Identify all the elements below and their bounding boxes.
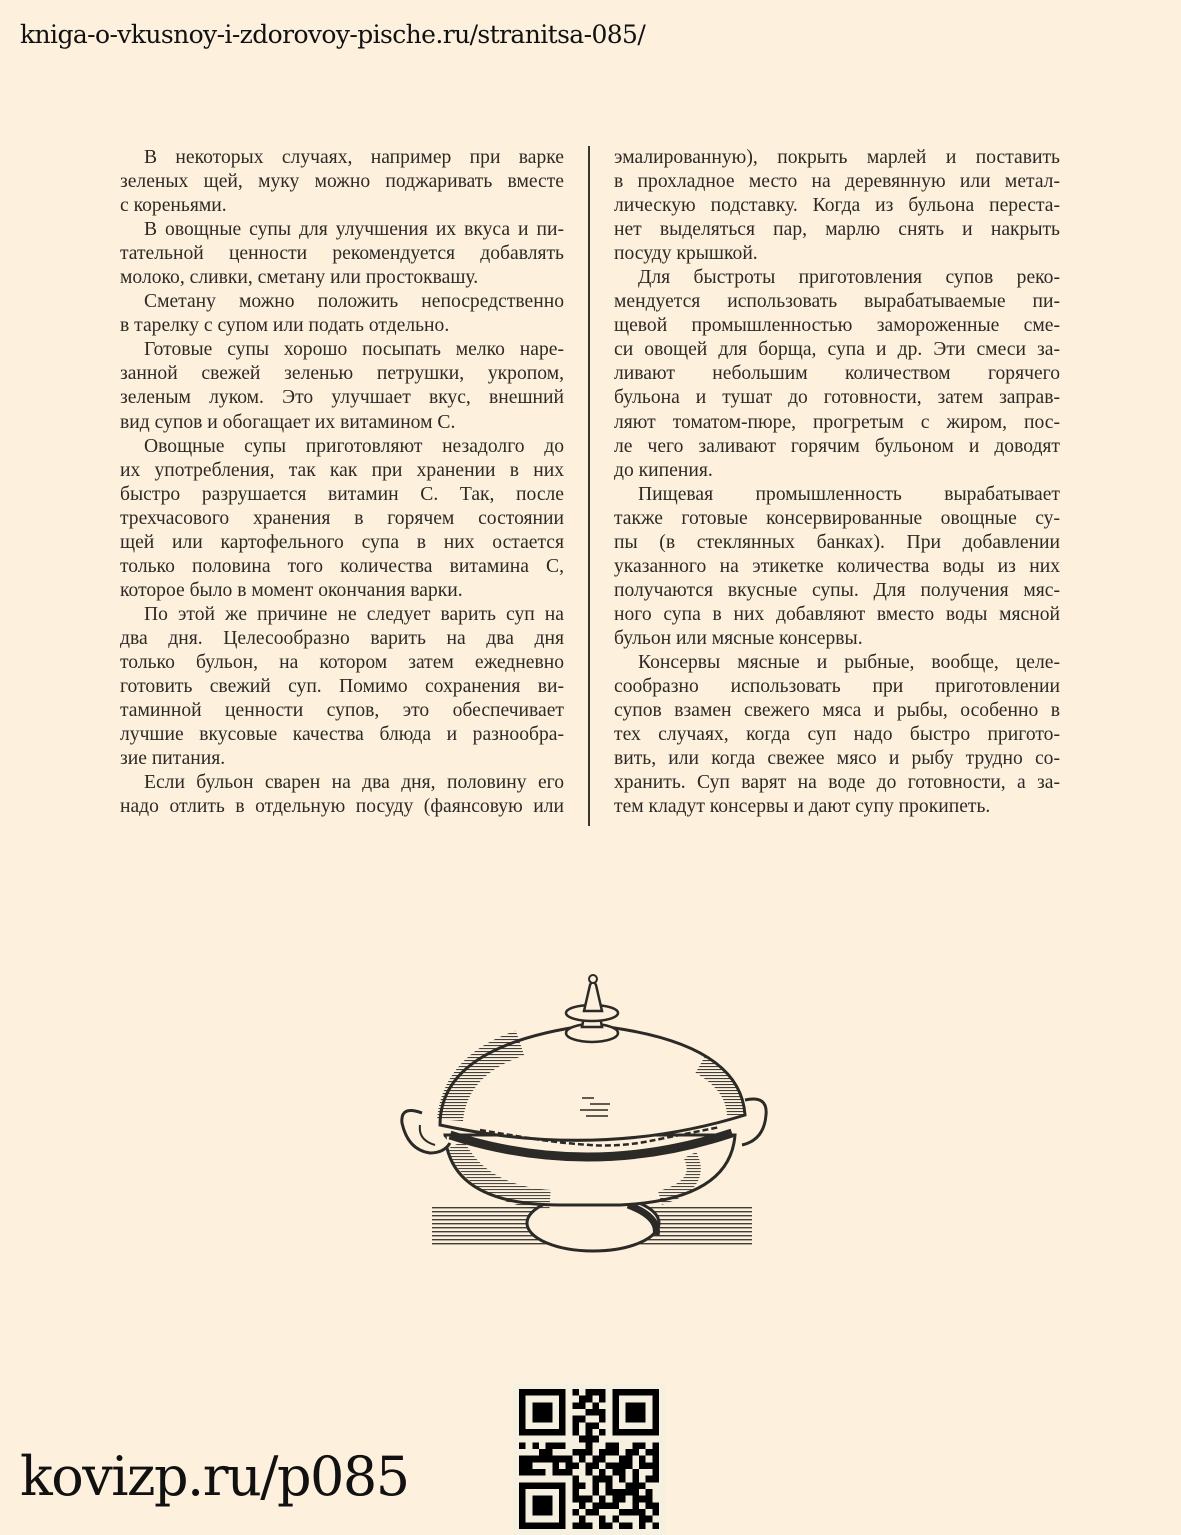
text-line: ле чего заливают горячим бульоном и доводят: [614, 435, 1060, 457]
text-line: ливают небольшим количеством горячего: [614, 363, 1060, 385]
text-column-left: [120, 146, 564, 819]
column-divider: [588, 146, 590, 826]
text-line: мендуется использовать вырабатываемые пи-: [614, 291, 1060, 313]
text-line: лическую подставку. Когда из бульона переста-: [614, 195, 1060, 217]
text-line: нет выделяться пар, марлю снять и накрыть: [614, 219, 1060, 241]
text-line: щевой промышленностью замороженные сме-: [614, 315, 1060, 337]
text-line: ляют томатом-пюре, прогретым с жиром, пос-: [614, 411, 1060, 433]
text-line: пы (в стеклянных банках). При добавлении: [614, 531, 1060, 553]
text-line: тательной ценности рекомендуется добавлять: [120, 243, 564, 265]
text-line: эмалированную), покрыть марлей и поставить: [614, 147, 1060, 168]
text-line: вид супов и обогащает их витамином С.: [120, 411, 456, 433]
text-line: зие питания.: [120, 748, 226, 770]
text-line: также готовые консервированные овощные су-: [614, 507, 1060, 529]
short-url-footer[interactable]: kovizp.ru/p085: [20, 1445, 409, 1508]
text-line: Консервы мясные и рыбные, вообще, целе-: [638, 651, 1060, 673]
page-url-header: kniga-o-vkusnoy-i-zdorovoy-pische.ru/stranitsa-085/: [20, 20, 646, 49]
text-line: тем кладут консервы и дают супу прокипеть.: [614, 796, 991, 818]
text-line: трехчасового хранения в горячем состоянии: [120, 507, 564, 529]
text-line: бульона и тушат до готовности, затем заправ-: [614, 387, 1060, 409]
text-line: только половина того количества витамина С,: [120, 555, 564, 577]
text-line: таминной ценности супов, это обеспечивает: [120, 700, 564, 722]
text-line: в тарелку с супом или подать отдельно.: [120, 315, 450, 337]
text-line: занной свежей зеленью петрушки, укропом,: [120, 363, 564, 385]
text-line: Для быстроты приготовления супов реко-: [638, 267, 1060, 289]
text-line: два дня. Целесообразно варить на два дня: [120, 627, 564, 649]
text-line: Готовые супы хорошо посыпать мелко наре-: [144, 339, 564, 361]
text-line: ного супа в них добавляют вместо воды мясной: [614, 603, 1060, 625]
text-line: тех случаях, когда суп надо быстро пригото-: [614, 724, 1060, 746]
text-line: Овощные супы приготовляют незадолго до: [144, 435, 564, 457]
text-line: с кореньями.: [120, 195, 227, 217]
text-line: Пищевая промышленность вырабатывает: [638, 483, 1060, 505]
text-line: лучшие вкусовые качества блюда и разнообра-: [120, 724, 564, 746]
text-line: готовить свежий суп. Помимо сохранения ви-: [120, 676, 564, 698]
text-line: бульон или мясные консервы.: [614, 627, 863, 649]
text-line: щей или картофельного супа в них остается: [120, 531, 564, 553]
text-line: вить, или когда свежее мясо и рыбу трудно со-: [614, 748, 1060, 770]
text-line: молоко, сливки, сметану или простоквашу.: [120, 267, 479, 289]
text-line: посуду крышкой.: [614, 243, 758, 265]
text-line: которое было в момент окончания варки.: [120, 579, 463, 601]
text-column-right: [614, 146, 1060, 819]
text-line: быстро разрушается витамин С. Так, после: [120, 483, 564, 505]
text-line: супов взамен свежего мяса и рыбы, особенно в: [614, 700, 1060, 722]
text-line: в прохладное место на деревянную или метал-: [614, 171, 1060, 193]
qr-code[interactable]: [513, 1383, 665, 1535]
text-line: В овощные супы для улучшения их вкуса и пи-: [144, 219, 564, 241]
text-line: В некоторых случаях, например при варке: [144, 147, 564, 168]
text-line: сообразно использовать при приготовлении: [614, 676, 1060, 698]
text-line: их употребления, так как при хранении в них: [120, 459, 564, 481]
text-line: только бульон, на котором затем ежедневно: [120, 651, 564, 673]
text-line: указанного на этикетке количества воды из них: [614, 555, 1060, 577]
text-line: хранить. Суп варят на воде до готовности, а за-: [614, 772, 1060, 794]
text-line: зеленым луком. Это улучшает вкус, внешний: [120, 387, 564, 409]
soup-tureen-illustration: [360, 955, 820, 1285]
text-line: зеленых щей, муку можно поджаривать вместе: [120, 171, 564, 193]
text-line: надо отлить в отдельную посуду (фаянсовую или: [120, 796, 564, 818]
text-line: Сметану можно положить непосредственно: [144, 291, 564, 313]
text-line: получаются вкусные супы. Для получения мяс-: [614, 579, 1060, 601]
text-line: По этой же причине не следует варить суп на: [144, 603, 564, 625]
text-line: си овощей для борща, супа и др. Эти смеси за-: [614, 339, 1060, 361]
text-line: до кипения.: [614, 459, 713, 481]
text-line: Если бульон сварен на два дня, половину его: [144, 772, 564, 794]
